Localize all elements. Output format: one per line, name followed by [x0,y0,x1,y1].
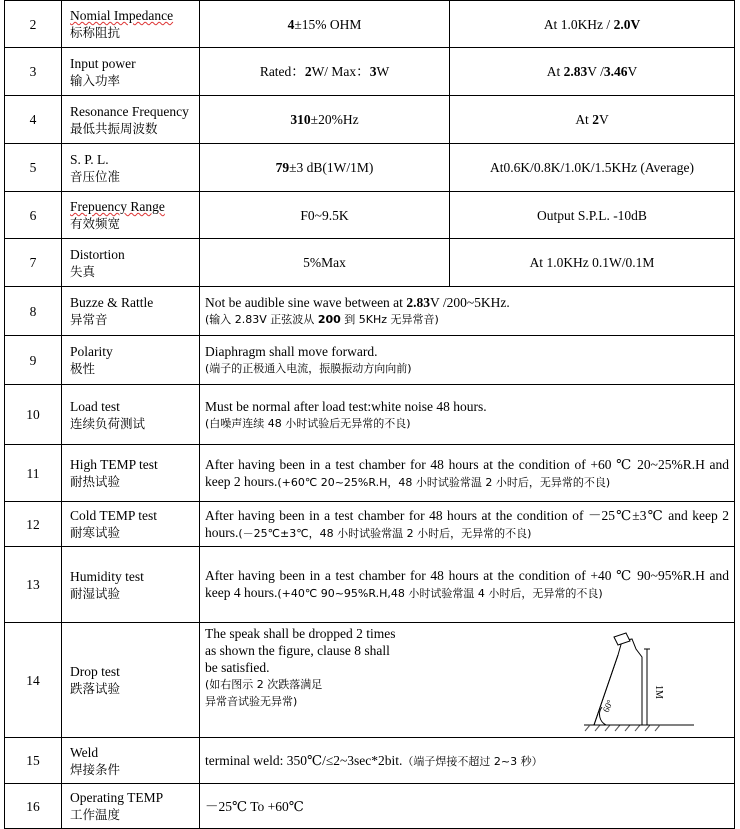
text-run: Output S.P.L. -10dB [537,207,647,223]
row-number: 9 [5,336,62,385]
item-cell [62,784,200,829]
row-number: 13 [5,547,62,623]
spec-cell [200,287,735,336]
spec-cell [200,502,735,547]
row-number: 11 [5,445,62,502]
spec-row [5,239,735,287]
spec-table [4,0,735,829]
text-run: Rated： [259,64,305,79]
item-cell [62,623,200,738]
spec-line-zh [205,311,729,328]
item-zh: 最低共振周波数 [70,120,158,136]
item-cell [62,738,200,784]
spec-row [5,192,735,239]
item-zh: 有效频宽 [70,216,121,231]
item-en: Input power [70,55,136,71]
item-en: Nomial Impedance [70,8,174,23]
item-cell [62,287,200,336]
condition-cell [450,1,735,48]
text-run: ±20%Hz [310,112,359,127]
text-run: At 1.0KHz / [543,16,614,32]
simple-rows [5,1,735,287]
item-cell [62,96,200,144]
drop-text [205,625,430,710]
spec-text-zh: (+40℃ 90~95%R.H,48 小时试验常温 4 小时后，无异常的不良) [277,587,603,600]
item-en: Buzze & Rattle [70,295,154,310]
row-weld [5,738,735,784]
item-zh: 耐湿试验 [70,585,121,601]
text-run: At 1.0KHz 0.1W/0.1M [529,255,655,270]
item-en: Resonance Frequency [70,103,189,119]
text-run: (输入 2.83V 正弦波从 [205,313,318,326]
spec-text-zh: （端子焊接不超过 2~3 秒） [402,754,543,768]
row-cold-temp [5,502,735,547]
text-run: V /200~5KHz. [429,295,510,310]
item-zh: 音压位准 [70,168,121,184]
item-zh: 工作温度 [70,807,121,822]
text-run: F0~9.5K [300,207,349,223]
spec-value-cell [200,1,450,48]
condition-cell [450,192,735,239]
row-number: 5 [5,144,62,192]
spec-value-cell [200,192,450,239]
spec-line-en: Diaphragm shall move forward. [205,344,378,359]
spec-value-cell [200,144,450,192]
bold-run: 4 [287,16,295,32]
text-run: V / [587,64,604,79]
text-run: Not be audible sine wave between at [205,295,407,310]
bold-run: 200 [317,313,341,326]
row-drop [5,623,735,738]
item-zh: 跌落试验 [70,681,121,696]
text-run: At [575,112,593,127]
item-en: S. P. L. [70,151,109,167]
spec-cell [200,547,735,623]
item-cell [62,239,200,287]
floor-hatch [585,725,660,731]
angle-label: 60° [600,698,616,714]
item-en: Weld [70,744,99,760]
row-number: 14 [5,623,62,738]
item-cell [62,336,200,385]
spec-text-zh: (+60℃ 20~25%R.H，48 小时试验常温 2 小时后，无异常的不良) [277,475,611,489]
item-en: Distortion [70,246,125,262]
item-zh: 失真 [70,263,96,279]
row-number: 3 [5,48,62,96]
item-en: High TEMP test [70,457,158,472]
row-humidity [5,547,735,623]
spec-text-zh: (－25℃±3℃，48 小时试验常温 2 小时后，无异常的不良) [238,526,532,540]
item-cell [62,1,200,48]
item-zh: 耐寒试验 [70,525,121,540]
item-en: Operating TEMP [70,790,164,805]
bold-run: 2.83 [563,64,588,79]
item-en: Drop test [70,664,120,679]
spec-row [5,1,735,48]
condition-cell [450,144,735,192]
row-number: 6 [5,192,62,239]
drop-line: be satisfied. [205,660,270,675]
spec-value-cell [200,96,450,144]
row-number: 16 [5,784,62,829]
text-run: ±3 dB(1W/1M) [289,160,374,175]
bold-run: 79 [275,160,290,175]
spec-text-en: After having been in a test chamber for 48 hours at the condition of －25℃±3℃ and keep 2 hours. [205,507,729,540]
text-run: 5%Max [303,255,346,270]
bold-run: 3 [369,64,377,79]
text-run: V [598,112,609,127]
spec-line-en [205,294,729,311]
spec-row [5,144,735,192]
spec-cell [200,738,735,784]
spec-line-zh: (端子的正极通入电流，振膜振动方向向前) [205,362,412,375]
item-zh: 标称阻抗 [70,25,121,40]
bold-run: 310 [290,112,311,127]
item-en: Load test [70,398,120,414]
item-cell [62,445,200,502]
item-en: Frepuency Range [70,199,165,214]
row-number: 15 [5,738,62,784]
spec-text-en: terminal weld: 350℃/≤2~3sec*2bit. [205,752,403,768]
item-cell [62,547,200,623]
row-number: 12 [5,502,62,547]
text-run: W/ Max： [311,64,370,79]
item-cell [62,192,200,239]
spec-cell [200,385,735,445]
row-load [5,385,735,445]
text-run: V [627,64,638,79]
bold-run: 2.0V [613,16,641,32]
row-polarity [5,336,735,385]
condition-cell [450,48,735,96]
text-run: ±15% OHM [294,16,362,32]
text-run: 到 5KHz 无异常音) [340,313,439,326]
spec-row [5,48,735,96]
spec-cell [200,445,735,502]
item-en: Cold TEMP test [70,508,158,523]
item-cell [62,144,200,192]
row-buzz [5,287,735,336]
item-zh: 输入功率 [70,72,121,88]
spec-line-en: Must be normal after load test:white noise 48 hours. [205,398,487,414]
item-en: Polarity [70,344,113,359]
item-zh: 耐热试验 [70,474,121,489]
spec-text-en: After having been in a test chamber for 48 hours at the condition of +40 ℃ 90~95%R.H and keep 4 hours. [205,568,729,600]
item-cell [62,48,200,96]
bold-run: 3.46 [603,64,628,79]
spec-value-cell [200,239,450,287]
item-cell [62,502,200,547]
item-en: Humidity test [70,568,144,584]
item-zh: 焊接条件 [70,761,121,777]
item-zh: 极性 [70,361,96,376]
bold-run: 2 [304,64,312,79]
row-high-temp [5,445,735,502]
item-zh: 异常音 [70,312,108,327]
text-run: At [546,64,564,79]
row-number: 10 [5,385,62,445]
drop-line: The speak shall be dropped 2 times [205,626,396,641]
row-number: 7 [5,239,62,287]
item-cell [62,385,200,445]
row-number: 8 [5,287,62,336]
speaker-box [594,639,642,725]
text-run: At0.6K/0.8K/1.0K/1.5KHz (Average) [489,160,695,175]
drop-line-zh: 异常音试验无异常) [205,695,298,708]
text-run: W [376,64,390,79]
spec-value-cell [200,48,450,96]
bold-run: 2.83 [406,295,430,310]
row-operating-temp [5,784,735,829]
spec-row [5,96,735,144]
bold-run: 2 [592,112,599,127]
row-number: 2 [5,1,62,48]
drop-line: as shown the figure, clause 8 shall [205,643,390,658]
drop-test-figure [584,627,699,735]
item-zh: 连续负荷测试 [70,415,146,431]
spec-cell [200,336,735,385]
spec-line-zh: (白噪声连续 48 小时试验后无异常的不良) [205,416,411,430]
spec-cell: －25℃ To +60℃ [200,784,735,829]
spec-cell [200,623,735,738]
spec-text-en: After having been in a test chamber for 48 hours at the condition of +60 ℃ 20~25%R.H and keep 2 hours. [205,456,729,489]
drop-line-zh: (如右图示 2 次跌落满足 [205,678,323,691]
height-label: 1M [653,685,664,699]
condition-cell [450,96,735,144]
row-number: 4 [5,96,62,144]
condition-cell [450,239,735,287]
